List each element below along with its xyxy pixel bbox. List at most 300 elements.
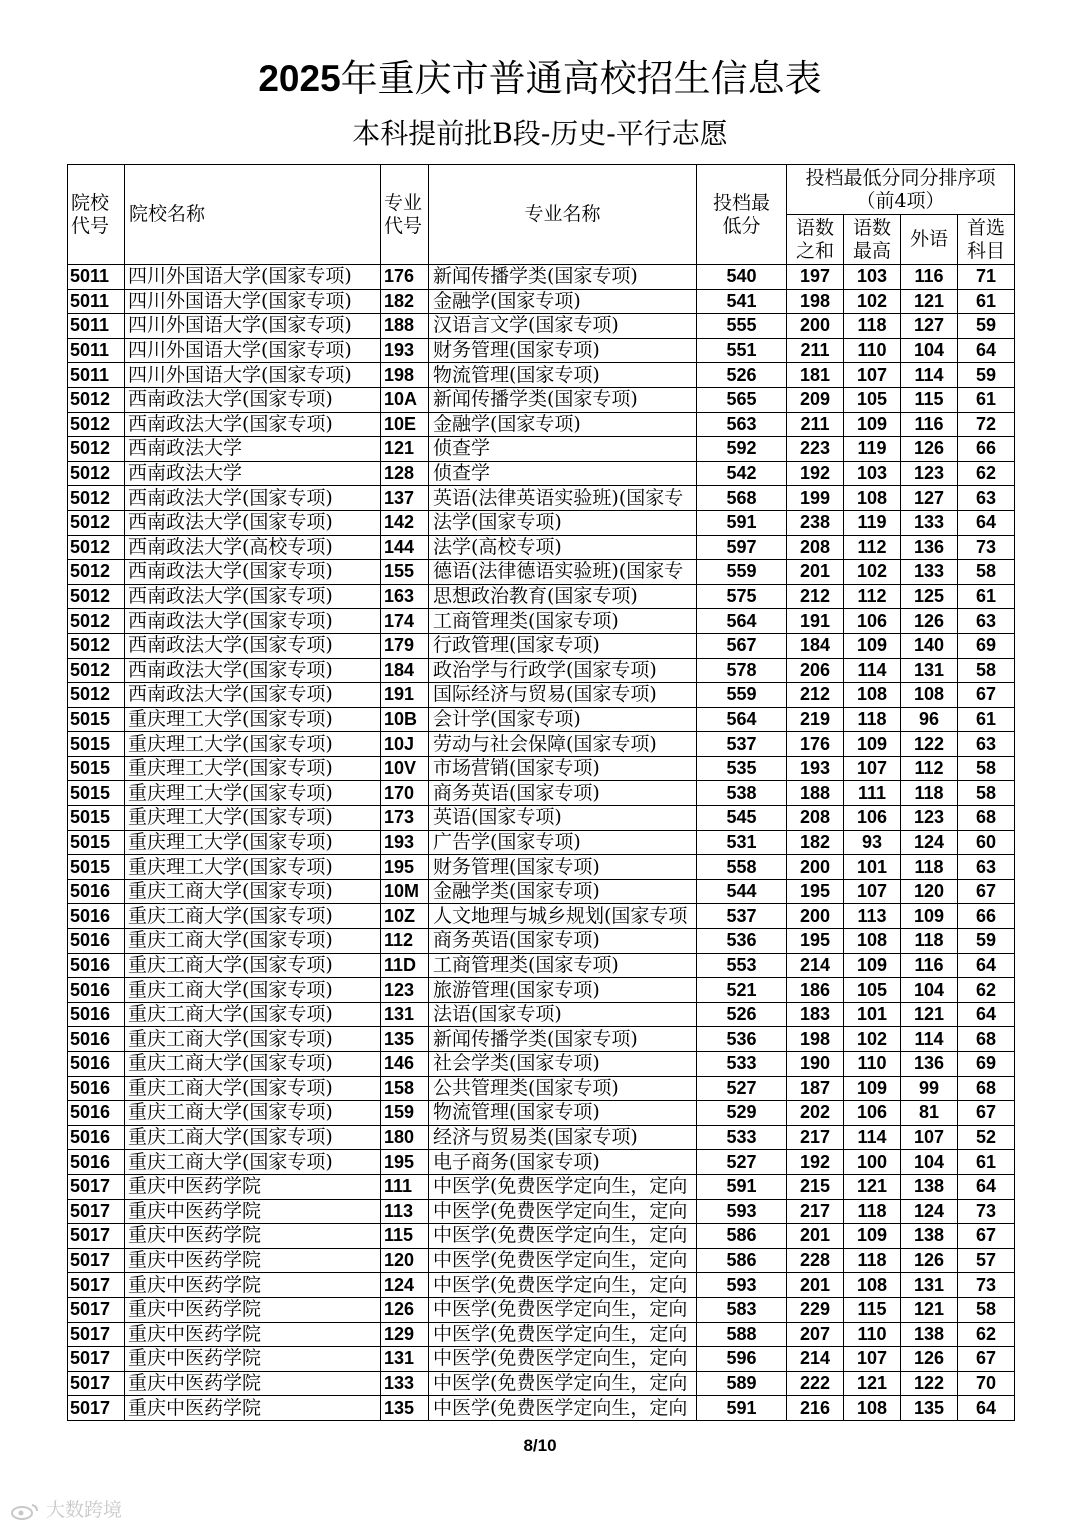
school-code-cell: 5012 <box>68 584 125 609</box>
major-code-cell: 135 <box>381 1027 429 1052</box>
table-row <box>68 855 1015 880</box>
first-subject-cell: 61 <box>958 1150 1015 1175</box>
foreign-score-cell: 124 <box>901 830 958 855</box>
school-name-cell: 重庆中医药学院 <box>125 1371 381 1396</box>
major-name-cell: 中医学(免费医学定向生，定向 <box>429 1248 697 1273</box>
min-score-cell: 536 <box>697 1027 787 1052</box>
school-code-cell: 5017 <box>68 1322 125 1347</box>
table-row <box>68 1027 1015 1052</box>
major-name-cell: 会计学(国家专项) <box>429 707 697 732</box>
major-code-cell: 184 <box>381 658 429 683</box>
foreign-score-cell: 126 <box>901 437 958 462</box>
school-code-cell: 5012 <box>68 387 125 412</box>
foreign-score-cell: 123 <box>901 806 958 831</box>
first-subject-cell: 59 <box>958 314 1015 339</box>
sum-cm-cell: 191 <box>787 609 844 634</box>
max-cm-cell: 108 <box>844 1273 901 1298</box>
foreign-score-cell: 116 <box>901 265 958 290</box>
min-score-cell: 589 <box>697 1371 787 1396</box>
foreign-score-cell: 138 <box>901 1174 958 1199</box>
max-cm-cell: 107 <box>844 756 901 781</box>
major-name-cell: 新闻传播学类(国家专项) <box>429 265 697 290</box>
major-name-cell: 德语(法律德语实验班)(国家专 <box>429 560 697 585</box>
min-score-cell: 553 <box>697 953 787 978</box>
min-score-cell: 521 <box>697 978 787 1003</box>
major-code-cell: 10M <box>381 879 429 904</box>
sum-cm-cell: 211 <box>787 412 844 437</box>
max-cm-cell: 108 <box>844 1396 901 1421</box>
school-code-cell: 5016 <box>68 1076 125 1101</box>
first-subject-cell: 58 <box>958 781 1015 806</box>
school-name-cell: 西南政法大学 <box>125 437 381 462</box>
sum-cm-cell: 186 <box>787 978 844 1003</box>
major-name-cell: 电子商务(国家专项) <box>429 1150 697 1175</box>
major-name-cell: 法学(国家专项) <box>429 510 697 535</box>
major-name-cell: 中医学(免费医学定向生，定向 <box>429 1396 697 1421</box>
first-subject-cell: 61 <box>958 584 1015 609</box>
foreign-score-cell: 104 <box>901 1150 958 1175</box>
sum-cm-cell: 201 <box>787 1224 844 1249</box>
major-name-cell: 经济与贸易类(国家专项) <box>429 1125 697 1150</box>
foreign-score-cell: 96 <box>901 707 958 732</box>
min-score-cell: 526 <box>697 363 787 388</box>
first-subject-cell: 72 <box>958 412 1015 437</box>
table-row <box>68 929 1015 954</box>
school-code-cell: 5011 <box>68 338 125 363</box>
min-score-cell: 593 <box>697 1273 787 1298</box>
school-name-cell: 西南政法大学(国家专项) <box>125 683 381 708</box>
major-name-cell: 财务管理(国家专项) <box>429 855 697 880</box>
major-name-cell: 中医学(免费医学定向生，定向 <box>429 1371 697 1396</box>
school-name-cell: 四川外国语大学(国家专项) <box>125 289 381 314</box>
major-code-cell: 188 <box>381 314 429 339</box>
sum-cm-cell: 212 <box>787 683 844 708</box>
major-name-cell: 金融学(国家专项) <box>429 412 697 437</box>
school-name-cell: 重庆中医药学院 <box>125 1297 381 1322</box>
min-score-cell: 537 <box>697 904 787 929</box>
school-name-cell: 重庆工商大学(国家专项) <box>125 929 381 954</box>
min-score-cell: 527 <box>697 1150 787 1175</box>
school-code-cell: 5017 <box>68 1248 125 1273</box>
sum-cm-cell: 223 <box>787 437 844 462</box>
col-header-school-name: 院校名称 <box>125 165 381 265</box>
major-code-cell: 120 <box>381 1248 429 1273</box>
min-score-cell: 527 <box>697 1076 787 1101</box>
major-code-cell: 135 <box>381 1396 429 1421</box>
foreign-score-cell: 109 <box>901 904 958 929</box>
first-subject-cell: 61 <box>958 707 1015 732</box>
sum-cm-cell: 197 <box>787 265 844 290</box>
school-name-cell: 重庆工商大学(国家专项) <box>125 1125 381 1150</box>
table-row <box>68 560 1015 585</box>
major-name-cell: 市场营销(国家专项) <box>429 756 697 781</box>
school-name-cell: 重庆工商大学(国家专项) <box>125 1027 381 1052</box>
major-code-cell: 193 <box>381 338 429 363</box>
major-name-cell: 汉语言文学(国家专项) <box>429 314 697 339</box>
min-score-cell: 575 <box>697 584 787 609</box>
col-header-sum-cm: 语数之和 <box>787 215 844 265</box>
major-code-cell: 195 <box>381 855 429 880</box>
major-name-cell: 工商管理类(国家专项) <box>429 609 697 634</box>
sum-cm-cell: 217 <box>787 1199 844 1224</box>
school-name-cell: 西南政法大学(高校专项) <box>125 535 381 560</box>
major-code-cell: 146 <box>381 1052 429 1077</box>
max-cm-cell: 102 <box>844 1027 901 1052</box>
page-title: 2025年重庆市普通高校招生信息表 <box>258 57 822 100</box>
foreign-score-cell: 127 <box>901 314 958 339</box>
foreign-score-cell: 116 <box>901 953 958 978</box>
min-score-cell: 591 <box>697 510 787 535</box>
col-header-tiebreak-group: 投档最低分同分排序项（前4项） <box>787 165 1015 215</box>
school-name-cell: 西南政法大学(国家专项) <box>125 560 381 585</box>
foreign-score-cell: 127 <box>901 486 958 511</box>
first-subject-cell: 64 <box>958 338 1015 363</box>
min-score-cell: 533 <box>697 1052 787 1077</box>
col-header-first-subject: 首选科目 <box>958 215 1015 265</box>
school-name-cell: 重庆中医药学院 <box>125 1347 381 1372</box>
school-code-cell: 5016 <box>68 1101 125 1126</box>
max-cm-cell: 112 <box>844 535 901 560</box>
major-name-cell: 中医学(免费医学定向生，定向 <box>429 1297 697 1322</box>
first-subject-cell: 67 <box>958 1347 1015 1372</box>
first-subject-cell: 64 <box>958 953 1015 978</box>
major-name-cell: 英语(法律英语实验班)(国家专 <box>429 486 697 511</box>
major-code-cell: 128 <box>381 461 429 486</box>
school-name-cell: 重庆中医药学院 <box>125 1322 381 1347</box>
foreign-score-cell: 121 <box>901 1297 958 1322</box>
first-subject-cell: 70 <box>958 1371 1015 1396</box>
school-code-cell: 5011 <box>68 265 125 290</box>
max-cm-cell: 119 <box>844 437 901 462</box>
max-cm-cell: 100 <box>844 1150 901 1175</box>
major-code-cell: 179 <box>381 633 429 658</box>
max-cm-cell: 109 <box>844 633 901 658</box>
table-row <box>68 978 1015 1003</box>
min-score-cell: 531 <box>697 830 787 855</box>
major-code-cell: 180 <box>381 1125 429 1150</box>
sum-cm-cell: 214 <box>787 953 844 978</box>
school-code-cell: 5017 <box>68 1347 125 1372</box>
sum-cm-cell: 207 <box>787 1322 844 1347</box>
sum-cm-cell: 183 <box>787 1002 844 1027</box>
school-code-cell: 5015 <box>68 855 125 880</box>
school-name-cell: 重庆工商大学(国家专项) <box>125 978 381 1003</box>
first-subject-cell: 71 <box>958 265 1015 290</box>
major-code-cell: 182 <box>381 289 429 314</box>
school-name-cell: 西南政法大学(国家专项) <box>125 584 381 609</box>
first-subject-cell: 63 <box>958 486 1015 511</box>
major-code-cell: 123 <box>381 978 429 1003</box>
first-subject-cell: 69 <box>958 633 1015 658</box>
foreign-score-cell: 138 <box>901 1224 958 1249</box>
table-row <box>68 1273 1015 1298</box>
table-row <box>68 1371 1015 1396</box>
table-row <box>68 338 1015 363</box>
first-subject-cell: 58 <box>958 1297 1015 1322</box>
table-row <box>68 806 1015 831</box>
school-name-cell: 重庆工商大学(国家专项) <box>125 1101 381 1126</box>
min-score-cell: 529 <box>697 1101 787 1126</box>
major-code-cell: 137 <box>381 486 429 511</box>
max-cm-cell: 109 <box>844 412 901 437</box>
major-code-cell: 10V <box>381 756 429 781</box>
max-cm-cell: 110 <box>844 338 901 363</box>
foreign-score-cell: 131 <box>901 658 958 683</box>
sum-cm-cell: 206 <box>787 658 844 683</box>
min-score-cell: 535 <box>697 756 787 781</box>
foreign-score-cell: 140 <box>901 633 958 658</box>
table-row <box>68 1248 1015 1273</box>
major-name-cell: 中医学(免费医学定向生，定向 <box>429 1347 697 1372</box>
school-name-cell: 重庆理工大学(国家专项) <box>125 756 381 781</box>
major-name-cell: 公共管理类(国家专项) <box>429 1076 697 1101</box>
min-score-cell: 591 <box>697 1396 787 1421</box>
table-row <box>68 830 1015 855</box>
sum-cm-cell: 201 <box>787 1273 844 1298</box>
table-row <box>68 1297 1015 1322</box>
school-code-cell: 5017 <box>68 1199 125 1224</box>
first-subject-cell: 61 <box>958 387 1015 412</box>
table-row <box>68 1322 1015 1347</box>
min-score-cell: 555 <box>697 314 787 339</box>
table-row <box>68 1347 1015 1372</box>
sum-cm-cell: 198 <box>787 1027 844 1052</box>
major-code-cell: 174 <box>381 609 429 634</box>
foreign-score-cell: 126 <box>901 1347 958 1372</box>
first-subject-cell: 57 <box>958 1248 1015 1273</box>
major-name-cell: 劳动与社会保障(国家专项) <box>429 732 697 757</box>
min-score-cell: 567 <box>697 633 787 658</box>
foreign-score-cell: 114 <box>901 363 958 388</box>
school-code-cell: 5012 <box>68 683 125 708</box>
max-cm-cell: 108 <box>844 683 901 708</box>
foreign-score-cell: 81 <box>901 1101 958 1126</box>
sum-cm-cell: 222 <box>787 1371 844 1396</box>
major-code-cell: 191 <box>381 683 429 708</box>
major-code-cell: 142 <box>381 510 429 535</box>
max-cm-cell: 121 <box>844 1174 901 1199</box>
col-header-major-name: 专业名称 <box>429 165 697 265</box>
sum-cm-cell: 192 <box>787 461 844 486</box>
max-cm-cell: 118 <box>844 1248 901 1273</box>
school-code-cell: 5017 <box>68 1297 125 1322</box>
school-name-cell: 四川外国语大学(国家专项) <box>125 363 381 388</box>
foreign-score-cell: 126 <box>901 1248 958 1273</box>
table-row <box>68 535 1015 560</box>
school-name-cell: 重庆中医药学院 <box>125 1224 381 1249</box>
min-score-cell: 540 <box>697 265 787 290</box>
major-name-cell: 金融学(国家专项) <box>429 289 697 314</box>
school-name-cell: 西南政法大学(国家专项) <box>125 486 381 511</box>
min-score-cell: 536 <box>697 929 787 954</box>
school-name-cell: 重庆工商大学(国家专项) <box>125 1002 381 1027</box>
max-cm-cell: 109 <box>844 1076 901 1101</box>
sum-cm-cell: 195 <box>787 879 844 904</box>
sum-cm-cell: 211 <box>787 338 844 363</box>
school-name-cell: 四川外国语大学(国家专项) <box>125 338 381 363</box>
school-code-cell: 5012 <box>68 609 125 634</box>
school-code-cell: 5017 <box>68 1273 125 1298</box>
first-subject-cell: 67 <box>958 1224 1015 1249</box>
school-name-cell: 重庆理工大学(国家专项) <box>125 855 381 880</box>
col-header-foreign: 外语 <box>901 215 958 265</box>
school-code-cell: 5015 <box>68 806 125 831</box>
school-code-cell: 5016 <box>68 1002 125 1027</box>
sum-cm-cell: 190 <box>787 1052 844 1077</box>
major-code-cell: 176 <box>381 265 429 290</box>
foreign-score-cell: 118 <box>901 781 958 806</box>
major-code-cell: 112 <box>381 929 429 954</box>
major-code-cell: 113 <box>381 1199 429 1224</box>
table-row <box>68 707 1015 732</box>
sum-cm-cell: 176 <box>787 732 844 757</box>
foreign-score-cell: 135 <box>901 1396 958 1421</box>
school-name-cell: 西南政法大学(国家专项) <box>125 609 381 634</box>
school-code-cell: 5016 <box>68 929 125 954</box>
school-name-cell: 重庆中医药学院 <box>125 1199 381 1224</box>
school-name-cell: 重庆中医药学院 <box>125 1396 381 1421</box>
foreign-score-cell: 136 <box>901 1052 958 1077</box>
table-row <box>68 904 1015 929</box>
min-score-cell: 559 <box>697 683 787 708</box>
major-name-cell: 工商管理类(国家专项) <box>429 953 697 978</box>
foreign-score-cell: 122 <box>901 732 958 757</box>
min-score-cell: 564 <box>697 707 787 732</box>
min-score-cell: 544 <box>697 879 787 904</box>
min-score-cell: 541 <box>697 289 787 314</box>
school-code-cell: 5017 <box>68 1371 125 1396</box>
sum-cm-cell: 216 <box>787 1396 844 1421</box>
first-subject-cell: 60 <box>958 830 1015 855</box>
sum-cm-cell: 209 <box>787 387 844 412</box>
first-subject-cell: 66 <box>958 904 1015 929</box>
school-name-cell: 重庆工商大学(国家专项) <box>125 904 381 929</box>
sum-cm-cell: 193 <box>787 756 844 781</box>
max-cm-cell: 108 <box>844 486 901 511</box>
max-cm-cell: 109 <box>844 953 901 978</box>
first-subject-cell: 69 <box>958 1052 1015 1077</box>
school-code-cell: 5012 <box>68 560 125 585</box>
school-name-cell: 重庆理工大学(国家专项) <box>125 707 381 732</box>
max-cm-cell: 110 <box>844 1052 901 1077</box>
min-score-cell: 583 <box>697 1297 787 1322</box>
school-code-cell: 5015 <box>68 707 125 732</box>
major-name-cell: 法学(高校专项) <box>429 535 697 560</box>
major-name-cell: 中医学(免费医学定向生，定向 <box>429 1273 697 1298</box>
min-score-cell: 533 <box>697 1125 787 1150</box>
foreign-score-cell: 121 <box>901 1002 958 1027</box>
min-score-cell: 551 <box>697 338 787 363</box>
major-code-cell: 173 <box>381 806 429 831</box>
table-row <box>68 756 1015 781</box>
foreign-score-cell: 118 <box>901 855 958 880</box>
major-code-cell: 129 <box>381 1322 429 1347</box>
table-row <box>68 1150 1015 1175</box>
school-code-cell: 5012 <box>68 658 125 683</box>
page-number: 8/10 <box>523 1436 557 1455</box>
first-subject-cell: 63 <box>958 609 1015 634</box>
major-code-cell: 133 <box>381 1371 429 1396</box>
table-row <box>68 461 1015 486</box>
first-subject-cell: 67 <box>958 879 1015 904</box>
first-subject-cell: 68 <box>958 1076 1015 1101</box>
foreign-score-cell: 107 <box>901 1125 958 1150</box>
max-cm-cell: 109 <box>844 732 901 757</box>
min-score-cell: 558 <box>697 855 787 880</box>
max-cm-cell: 113 <box>844 904 901 929</box>
major-code-cell: 163 <box>381 584 429 609</box>
school-code-cell: 5011 <box>68 289 125 314</box>
first-subject-cell: 67 <box>958 683 1015 708</box>
school-name-cell: 西南政法大学(国家专项) <box>125 510 381 535</box>
max-cm-cell: 101 <box>844 855 901 880</box>
min-score-cell: 586 <box>697 1224 787 1249</box>
school-name-cell: 重庆工商大学(国家专项) <box>125 1150 381 1175</box>
major-name-cell: 新闻传播学类(国家专项) <box>429 387 697 412</box>
page-subtitle: 本科提前批B段-历史-平行志愿 <box>352 117 728 150</box>
foreign-score-cell: 104 <box>901 978 958 1003</box>
first-subject-cell: 62 <box>958 1322 1015 1347</box>
school-name-cell: 重庆中医药学院 <box>125 1174 381 1199</box>
first-subject-cell: 73 <box>958 1273 1015 1298</box>
major-code-cell: 10B <box>381 707 429 732</box>
table-row <box>68 510 1015 535</box>
major-code-cell: 124 <box>381 1273 429 1298</box>
major-code-cell: 195 <box>381 1150 429 1175</box>
foreign-score-cell: 136 <box>901 535 958 560</box>
major-code-cell: 10A <box>381 387 429 412</box>
school-name-cell: 西南政法大学 <box>125 461 381 486</box>
foreign-score-cell: 131 <box>901 1273 958 1298</box>
school-code-cell: 5011 <box>68 363 125 388</box>
school-code-cell: 5012 <box>68 437 125 462</box>
school-name-cell: 西南政法大学(国家专项) <box>125 387 381 412</box>
major-name-cell: 社会学类(国家专项) <box>429 1052 697 1077</box>
school-code-cell: 5012 <box>68 633 125 658</box>
min-score-cell: 591 <box>697 1174 787 1199</box>
min-score-cell: 586 <box>697 1248 787 1273</box>
foreign-score-cell: 116 <box>901 412 958 437</box>
first-subject-cell: 64 <box>958 1396 1015 1421</box>
sum-cm-cell: 184 <box>787 633 844 658</box>
foreign-score-cell: 122 <box>901 1371 958 1396</box>
col-header-min-score: 投档最低分 <box>697 165 787 265</box>
school-name-cell: 四川外国语大学(国家专项) <box>125 265 381 290</box>
major-code-cell: 11D <box>381 953 429 978</box>
first-subject-cell: 64 <box>958 1002 1015 1027</box>
sum-cm-cell: 200 <box>787 855 844 880</box>
col-header-max-cm: 语数最高 <box>844 215 901 265</box>
sum-cm-cell: 202 <box>787 1101 844 1126</box>
foreign-score-cell: 126 <box>901 609 958 634</box>
first-subject-cell: 61 <box>958 289 1015 314</box>
max-cm-cell: 114 <box>844 658 901 683</box>
max-cm-cell: 108 <box>844 929 901 954</box>
major-name-cell: 英语(国家专项) <box>429 806 697 831</box>
school-code-cell: 5016 <box>68 1150 125 1175</box>
school-code-cell: 5015 <box>68 830 125 855</box>
max-cm-cell: 106 <box>844 806 901 831</box>
major-name-cell: 商务英语(国家专项) <box>429 781 697 806</box>
first-subject-cell: 64 <box>958 510 1015 535</box>
school-name-cell: 重庆工商大学(国家专项) <box>125 953 381 978</box>
major-code-cell: 115 <box>381 1224 429 1249</box>
max-cm-cell: 106 <box>844 1101 901 1126</box>
foreign-score-cell: 124 <box>901 1199 958 1224</box>
major-name-cell: 人文地理与城乡规划(国家专项 <box>429 904 697 929</box>
school-code-cell: 5017 <box>68 1396 125 1421</box>
max-cm-cell: 111 <box>844 781 901 806</box>
